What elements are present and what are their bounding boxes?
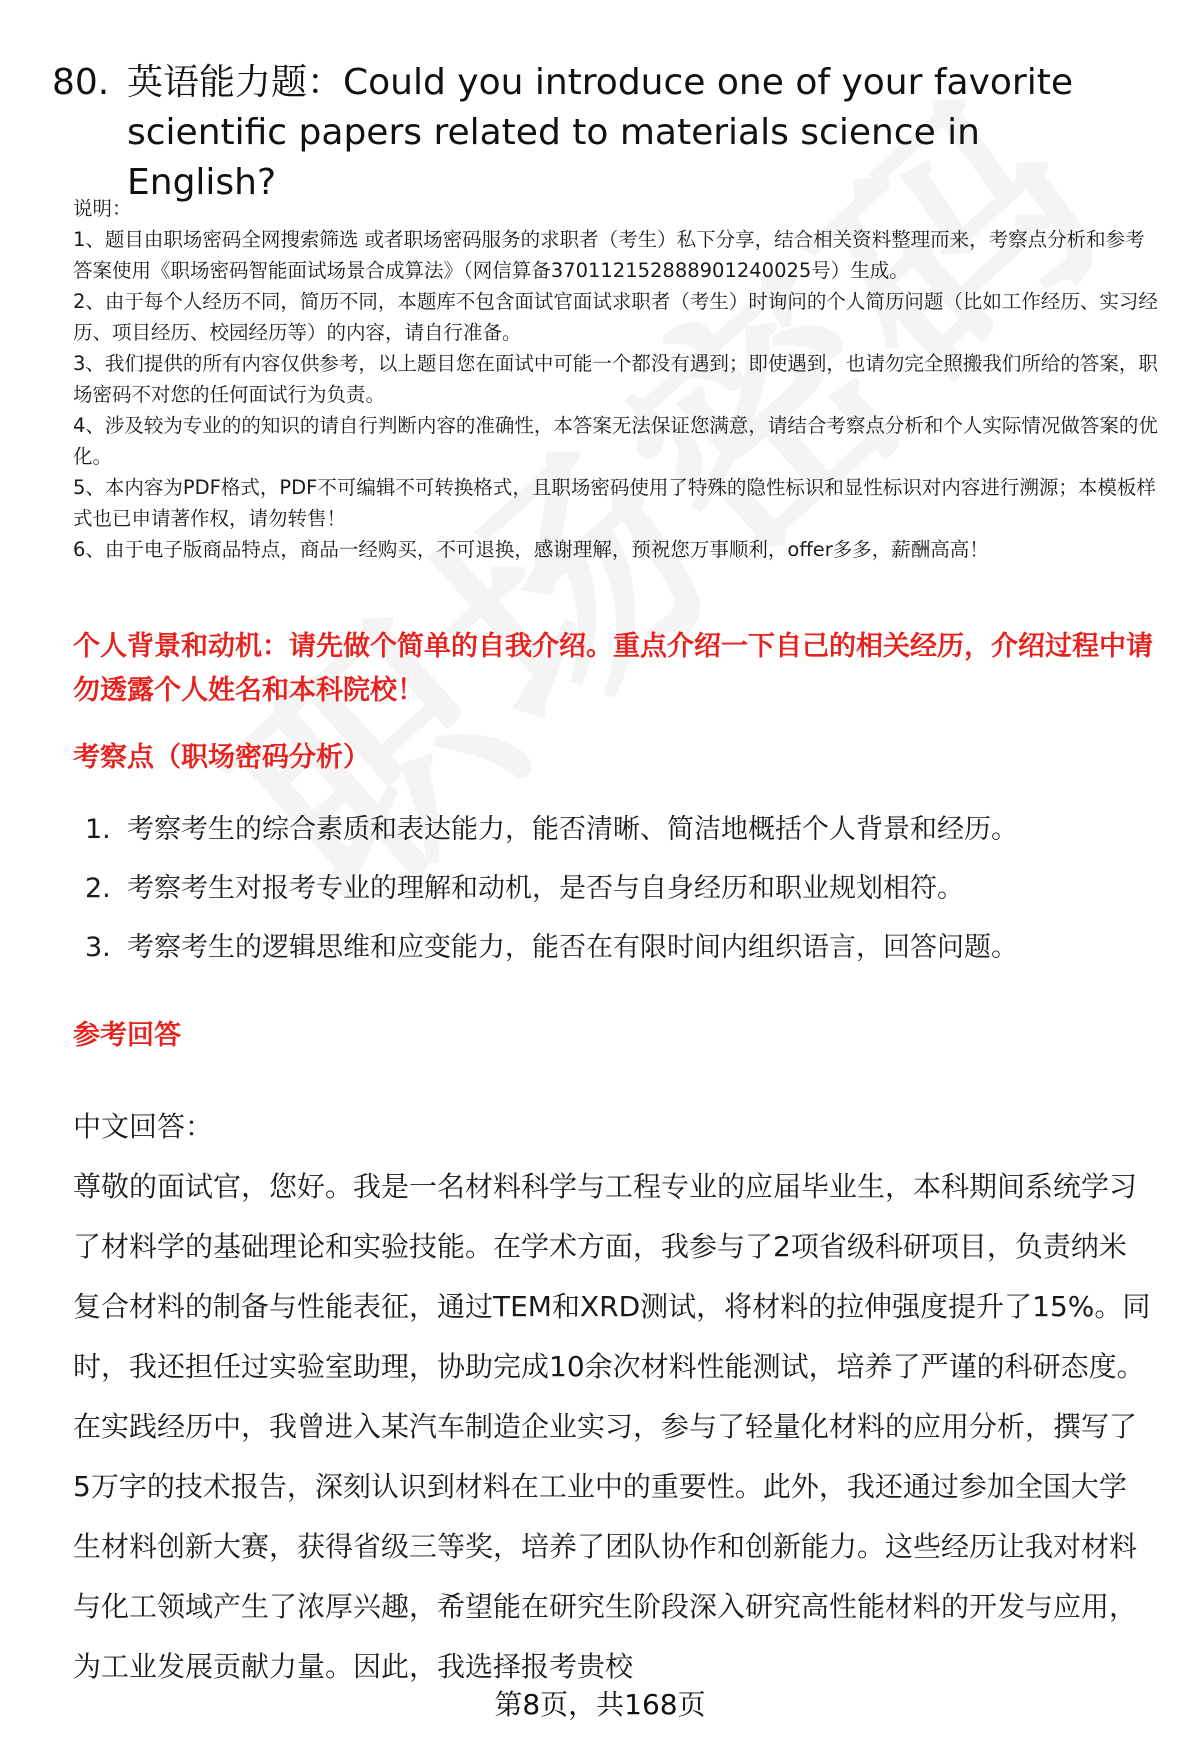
page-footer: 第8页，共168页 [494, 1688, 706, 1721]
reference-answer [73, 1097, 1153, 1697]
answer-label: 中文回答： [73, 1110, 214, 1143]
reference-heading: 参考回答 [73, 1020, 181, 1051]
analysis-point [85, 867, 1165, 926]
background-heading: 个人背景和动机：请先做个简单的自我介绍。重点介绍一下自己的相关经历，介绍过程中请勿透露个人姓名和本科院校！ [73, 631, 1153, 706]
point-text: 考察考生的逻辑思维和应变能力，能否在有限时间内组织语言，回答问题。 [127, 932, 1018, 963]
point-number: 2. [85, 873, 111, 904]
point-text: 考察考生的综合素质和表达能力，能否清晰、简洁地概括个人背景和经历。 [127, 814, 1018, 845]
point-text: 考察考生对报考专业的理解和动机，是否与自身经历和职业规划相符。 [127, 873, 964, 904]
analysis-point [85, 808, 1165, 867]
notes-heading: 说明： [73, 197, 132, 220]
point-number: 3. [85, 932, 111, 963]
note-item: 3、我们提供的所有内容仅供参考，以上题目您在面试中可能一个都没有遇到；即使遇到，也请勿完全照搬我们所给的答案，职场密码不对您的任何面试行为负责。 [73, 352, 1158, 406]
note-item: 5、本内容为PDF格式，PDF不可编辑不可转换格式，且职场密码使用了特殊的隐性标识和显性标识对内容进行溯源；本模板样式也已申请著作权，请勿转售！ [73, 476, 1156, 530]
notes-section [73, 193, 1163, 565]
note-item: 6、由于电子版商品特点，商品一经购买，不可退换，感谢理解，预祝您万事顺利，offer多多，薪酬高高！ [73, 538, 989, 561]
answer-body: 尊敬的面试官，您好。我是一名材料科学与工程专业的应届毕业生，本科期间系统学习了材料学的基础理论和实验技能。在学术方面，我参与了2项省级科研项目，负责纳米复合材料的制备与性能表征，通过TEM和XRD测试，将材料的拉伸强度提升了15%。同时，我还担任过实验室助理，协助完成10余次材料性能测试，培养了严谨的科研态度。在实践经历中，我曾进入某汽车制造企业实习，参与了轻量化材料的应用分析，撰写了5万字的技术报告，深刻认识到材料在工业中的重要性。此外，我还通过参加全国大学生材料创新大赛，获得省级三等奖，培养了团队协作和创新能力。这些经历让我对材料与化工领域产生了浓厚兴趣，希望能在研究生阶段深入研究高性能材料的开发与应用，为工业发展贡献力量。因此，我选择报考贵校 [73, 1170, 1151, 1683]
note-item: 2、由于每个人经历不同，简历不同，本题库不包含面试官面试求职者（考生）时询问的个人简历问题（比如工作经历、实习经历、项目经历、校园经历等）的内容，请自行准备。 [73, 290, 1158, 344]
point-number: 1. [85, 814, 111, 845]
note-item: 1、题目由职场密码全网搜索筛选 或者职场密码服务的求职者（考生）私下分享，结合相关资料整理而来，考察点分析和参考答案使用《职场密码智能面试场景合成算法》（网信算备370112152888901240025号）生成。 [73, 228, 1145, 282]
analysis-point [85, 926, 1165, 985]
question-text: 英语能力题：Could you introduce one of your favorite scientific papers related to materials science in English? [127, 62, 1073, 203]
question-number: 80. [52, 62, 110, 103]
note-item: 4、涉及较为专业的的知识的请自行判断内容的准确性，本答案无法保证您满意，请结合考察点分析和个人实际情况做答案的优化。 [73, 414, 1158, 468]
question-title [52, 58, 1132, 208]
analysis-points [85, 808, 1165, 985]
analysis-heading: 考察点（职场密码分析） [73, 742, 370, 773]
